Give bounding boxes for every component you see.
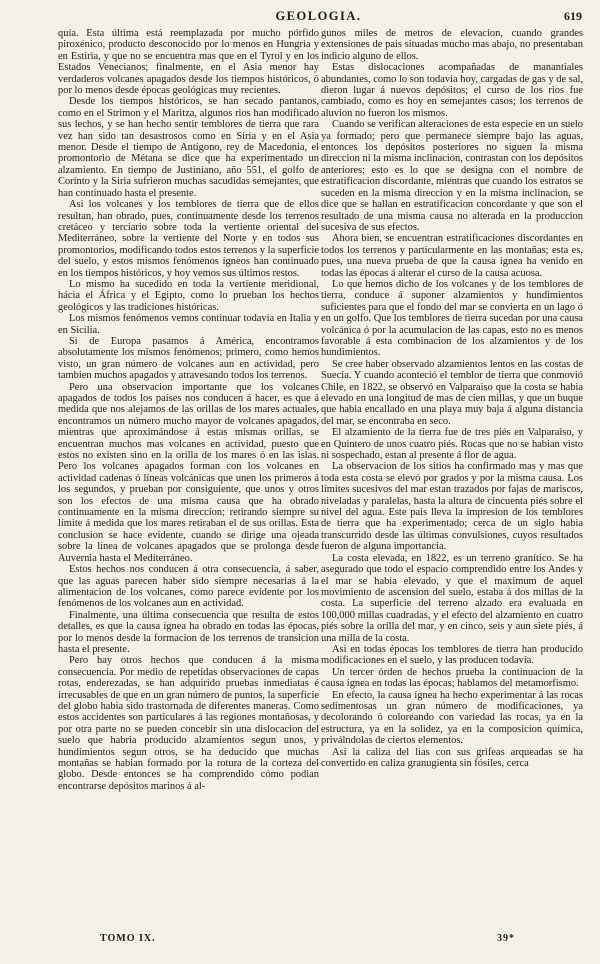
paragraph: La observacion de los sitios ha confirmado mas y mas que toda esta costa se elevó por grados y por la misma causa. Los límites sucesivos del mar estan trazados por fajas de mariscos, niveladas y paralelas, hasta la altura de cincuenta piés sobre el nivel del agua. Este pais lleva la impresion de los temblores de tierra que ha experimentado; cerca de un siglo habia transcurrido desde las últimas convulsiones, cuyos resultados fueron de alguna importancia. [321,461,583,553]
running-title: GEOLOGIA. [275,9,362,23]
paragraph: El alzamiento de la tierra fue de tres piés en Valparaiso, y en Quintero de unos cuatro piés. Rocas que no se habian visto ni sospechado, estan al presente á flor de agua. [321,427,583,462]
paragraph: Cuando se verifican alteraciones de esta especie en un suelo ya formado; pero que permanece siempre bajo las aguas, entonces los depósitos posteriores no siguen la misma direccion ni la misma inclinacion, contrastan con los depósitos anteriores; esto es lo que se designa con el nombre de estratificacion discordante, mientras que cuando los estratos se suceden en la misma direccion y en la misma inclinacion, se dice que se hallan en estratificacion concordante y que son el resultado de una misma causa no alterada en la produccion sucesiva de sus efectos. [321,119,584,233]
signature-mark: 39* [497,933,515,944]
page-number: 619 [564,9,582,23]
paragraph: Pero una observacion importante que los volcanes apagados de todos los países nos conducen á hacer, es que á medida que nos alejamos de las orillas de los mares actuales, encontramos un número mucho mayor de volcanes apagados, mientras que aproximándose á estas mismas orillas, se encuentran muchos mas volcanes en actividad, puesto que estos no existen sino en la orilla de los mares ó en las islas. Pero los volcanes apagados forman con los volcanes en actividad cadenas ó líneas volcánicas que unen los primeros á los segundos, y prueban por consiguiente, que unos y otros son los efectos de una misma causa que ha obrado continuamente en la misma direccion; retirando siempre su límite á medida que los mares retiraban el de sus orillas. Esta conclusion se hace evidente, cuando se dirige una ojeada sobre la línea de volcanes apagados que se prolonga desde Auvernia hasta el Mediterráneo. [58,381,319,564]
paragraph: Lo que hemos dicho de los volcanes y de los temblores de tierra, conduce á suponer alzamientos y hundimientos suficientes para que el fondo del mar se convierta en un lago ó en un golfo. Que los temblores de tierra sucedan por una causa volcánica ó por la acumulacion de las capas, esto no es menos favorable á esta combinacion de los alzamientos y de los hundimientos. [321,278,584,359]
right-column [321,28,583,769]
volume-label: TOMO IX. [100,933,156,944]
paragraph: gunos miles de metros de elevacion, cuando grandes extensiones de pais situadas mucho mas abajo, no presentaban indicio alguno de ellos. [321,28,583,62]
running-header [55,9,582,27]
paragraph: Los mismos fenómenos vemos continuar todavía en Italia y en Sicilia. [58,313,319,336]
paragraph: quía. Esta última está reemplazada por mucho pórfido piroxénico, producto desconocido por lo menos en Hungria y en Estiria, y que no se encuentra mas que en el Tyrol y en los Estados Venecianos; finalmente, en el Asia menor hay verdaderos volcanes apagados desde los tiempos históricos, ó por lo menos desde épocas geológicas muy recientes. [58,28,319,97]
paragraph: Desde los tiempos históricos, se han secado pantanos, como en el Strimon y el Maritza, algunos rios han modificado sus lechos, y se han hecho sentir temblores de tierra que rara vez han sido tan desastrosos como en Siria y en el Asia menor. Desde el tiempo de Antígono, rey de Macedonia, el promontorio de Métana se dice que ha experimentado un alzamiento. En tiempo de Justiniano, año 551, el golfo de Corinto y la Siria sufrieron muchas sacudidas semejantes, que han continuado hasta el presente. [58,96,319,199]
paragraph: Estas dislocaciones acompañadas de manantiales abundantes, como lo son todavia hoy, cargadas de gas y de sal, dieron lugar á nuevos depósitos; el curso de los rios fue cambiado, como es hoy en semejantes casos; los terrenos de aluvion no fueron los mismos. [321,62,583,119]
paragraph: Asi en todas épocas los temblores de tierra han producido modificaciones en el suelo, y las producen todavia. [321,643,583,667]
paragraph: Si de Europa pasamos á América, encontramos absolutamente los mismos fenómenos; primero, como hemos visto, un gran número de volcanes aun en actividad, pero tambien muchos apagados y atravesando todos los terrenos. [58,335,319,382]
paragraph: Finalmente, una última consecuencia que resulta de estos detalles, es que la causa ígnea ha obrado en todas las épocas, por lo menos desde la formacion de los terrenos de transicion hasta el presente. [58,609,319,655]
paragraph: En efecto, la causa ígnea ha hecho experimentar á las rocas sedimentosas un gran número de modificaciones, ya decolorando ó coloreando con variedad las rocas, ya en la estructura, ya en la solidez, ya en la composicion química, priválndolas de ciertos elementos. [321,689,583,747]
paragraph: Estos hechos nos conducen á otra consecuencia, á saber, que las aguas parecen haber sido siempre necesarias á la alimentacion de los volcanes, como parece evidente por los fenómenos de los volcanes aun en actividad. [58,564,319,610]
paragraph: Asi la caliza del lias con sus grifeas arqueadas se ha convertido en caliza granugienta sin fósiles, cerca [321,746,583,769]
paragraph: La costa elevada, en 1822, es un terreno granítico. Se ha asegurado que todo el espacio comprendido entre los Andes y el mar se habia elevado, y que el maximum de aquel movimiento de ascension del suelo, estaba á dos millas de la costa. La superficie del terreno alzado era evaluada en 100,000 millas cuadradas, y el efecto del alzamiento en cuatro piés sobre la orilla del mar, y en cinco, seis y aun siete piés, á una milla de la costa. [321,552,583,644]
paragraph: Un tercer órden de hechos prueba la continuacion de la causa ígnea en todas las épocas; hablamos del metamorfismo. [321,666,583,690]
paragraph: Asi los volcanes y los temblores de tierra que de ellos resultan, han obrado, pues, continuamente desde los terrenos cretáceo y terciario sobre toda la vertiente oriental del Mediterráneo, sobre la vertiente del Norte y en todos sus promontorios, modificando todos estos terrenos y la superficie del suelo, y estos mismos fenómenos ígneos han continuado en los tiempos históricos, y hoy vemos sus últimos restos. [58,199,319,279]
paragraph: Pero hay otros hechos que conducen á la misma consecuencia. Por medio de repetidas observaciones de capas rotas, enderezadas, se han adquirido pruebas inmediatas é irrecusables de que en un gran número de puntos, la superficie del globo habia sido trastornada de diferentes maneras. Como estos accidentes son particulares á las regiones montañosas, y por otra parte no se pueden concebir sin una dislocacion del suelo que habria producido alzamientos segun unos, y hundimientos segun otros, se ha deducido que muchas montañas se habian formado por la rotura de la corteza del globo. Desde entonces se ha comprendido cómo podian encontrarse depósitos marinos á al- [58,655,319,792]
left-column [58,28,319,792]
paragraph: Ahora bien, se encuentran estratificaciones discordantes en todos los terrenos y particularmente en las montañas; esta es, pues, una nueva prueba de que la causa ígnea ha venido en todas las épocas á alterar el curso de la causa acuosa. [321,233,583,279]
paragraph: Lo mismo ha sucedido en toda la vertiente meridional, hácia el África y el Egipto, como lo prueban los hechos geológicos y las tradiciones históricas. [58,278,319,313]
paragraph: Se cree haber observado alzamientos lentos en las costas de Suecia. Y cuando aconteció el temblor de tierra que conmovió Chile, en 1822, se observó en Valparaiso que la costa se habia elevado en una longitud de mas de cien millas, y que un buque que habia encallado en una playa muy baja á alguna distancia del mar, se encontraba en seco. [321,358,583,427]
